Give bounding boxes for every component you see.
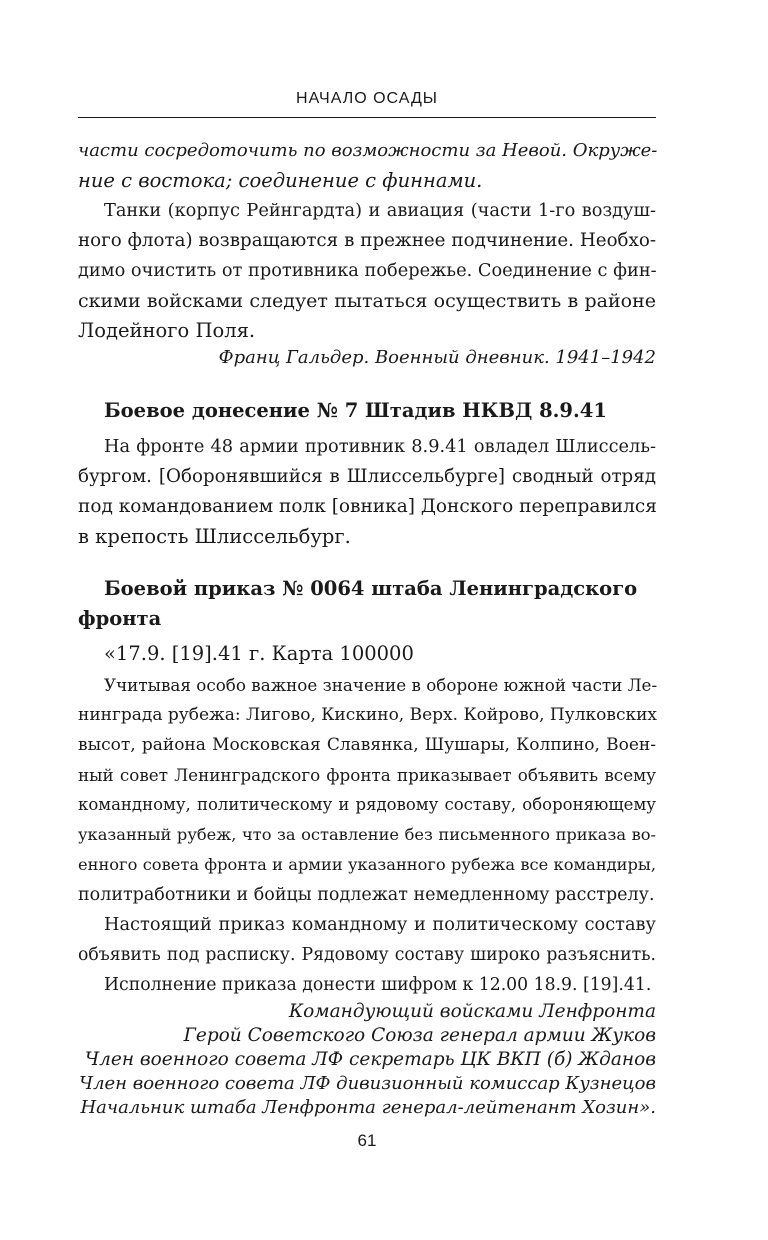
signature-line: Член военного совета ЛФ секретарь ЦК ВКП (б) Жданов <box>84 1049 656 1070</box>
running-head: НАЧАЛО ОСАДЫ <box>296 90 438 107</box>
text-line: части сосредоточить по возможности за Невой. Окруже- <box>78 140 658 161</box>
section-heading: Боевое донесение № 7 Штадив НКВД 8.9.41 <box>104 399 607 422</box>
page-number: 61 <box>357 1131 377 1150</box>
order-date-line: «17.9. [19].41 г. Карта 100000 <box>104 642 414 665</box>
text-line: Лодейного Поля. <box>78 319 256 342</box>
text-line: нинграда рубежа: Лигово, Кискино, Верх. Койрово, Пулковских <box>78 705 658 725</box>
text-line: димо очистить от противника побережье. Соединение с фин- <box>78 261 657 281</box>
text-line: высот, района Московская Славянка, Шушары, Колпино, Воен- <box>78 735 656 755</box>
text-line: ного флота) возвращаются в прежнее подчинение. Необхо- <box>78 230 656 251</box>
section-heading: Боевой приказ № 0064 штаба Ленинградского <box>104 577 638 600</box>
text-line: политработники и бойцы подлежат немедленному расстрелу. <box>78 885 655 905</box>
text-line: Танки (корпус Рейнгардта) и авиация (части 1-го воздуш- <box>104 201 656 221</box>
signature-line: Командующий войсками Ленфронта <box>288 1001 656 1022</box>
text-line: скими войсками следует пытаться осуществить в районе <box>78 290 656 312</box>
section-heading-continuation: фронта <box>78 607 162 630</box>
text-line: Настоящий приказ командному и политическому составу <box>104 915 656 935</box>
signature-line: Член военного совета ЛФ дивизионный комиссар Кузнецов <box>79 1073 656 1094</box>
signature-line: Герой Советского Союза генерал армии Жуков <box>183 1025 656 1046</box>
text-line: командному, политическому и рядовому составу, обороняющему <box>78 795 656 814</box>
header-rule <box>78 117 656 118</box>
text-line: под командованием полк [овника] Донского переправился <box>78 496 657 517</box>
signature-line: Начальник штаба Ленфронта генерал-лейтенант Хозин». <box>80 1097 656 1118</box>
text-line: в крепость Шлиссельбург. <box>78 525 351 548</box>
text-line: указанный рубеж, что за оставление без письменного приказа во- <box>78 825 656 844</box>
text-line: ние с востока; соединение с финнами. <box>78 169 483 192</box>
text-line: Исполнение приказа донести шифром к 12.00 18.9. [19].41. <box>104 975 652 995</box>
text-line: бургом. [Оборонявшийся в Шлиссельбурге] сводный отряд <box>78 466 656 487</box>
text-line: объявить под расписку. Рядовому составу широко разъяснить. <box>78 945 656 965</box>
text-line: ный совет Ленинградского фронта приказывает объявить всему <box>78 765 656 785</box>
text-line: енного совета фронта и армии указанного рубежа все командиры, <box>78 855 656 874</box>
text-line: На фронте 48 армии противник 8.9.41 овладел Шлиссель- <box>104 437 656 457</box>
text-line: Учитывая особо важное значение в обороне южной части Ле- <box>104 675 658 695</box>
source-citation: Франц Гальдер. Военный дневник. 1941–1942 <box>218 347 656 368</box>
